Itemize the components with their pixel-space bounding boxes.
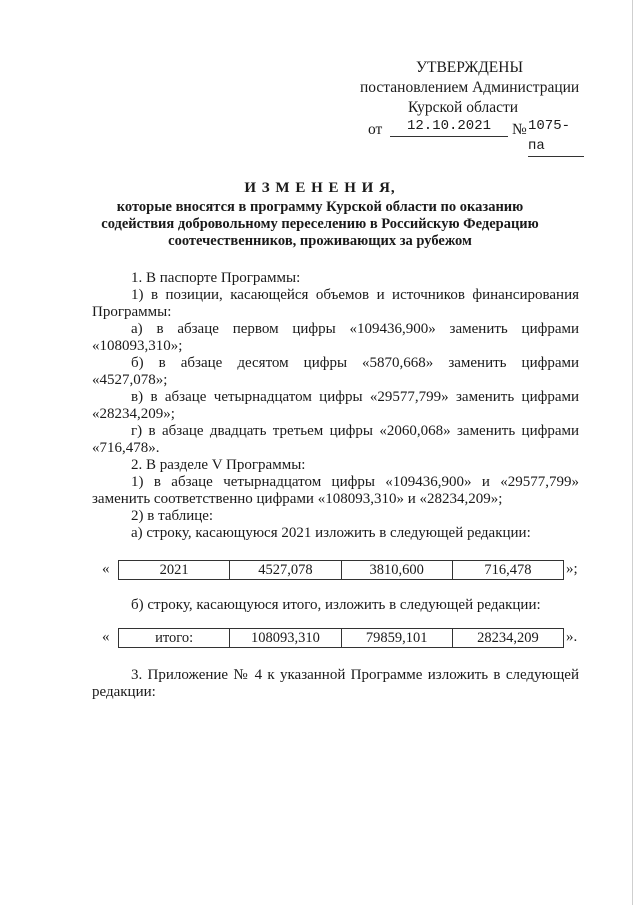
document-title: И З М Е Н Е Н И Я, [244,180,396,196]
paragraph-9: 2) в таблице: [131,508,214,524]
table-cell: 3810,600 [342,561,453,579]
paragraph-8-line-2: заменить соответственно цифрами «108093,310» и «28234,209»; [92,491,503,507]
paragraph-7: 2. В разделе V Программы: [131,457,306,473]
paragraph-2-line-1: 1) в позиции, касающейся объемов и источников финансирования [131,287,579,303]
paragraph-12-line-1: 3. Приложение № 4 к указанной Программе изложить в следующей [131,667,579,683]
table-cell: 79859,101 [342,629,453,647]
table-cell: 108093,310 [230,629,341,647]
approval-line-2: Курской области [408,99,519,116]
subtitle-line-2: содействия добровольному переселению в Российскую Федерацию [101,216,539,232]
paragraph-11: б) строку, касающуюся итого, изложить в следующей редакции: [131,597,541,613]
table-row-total [118,628,564,648]
scan-edge-line [632,0,633,905]
paragraph-4-line-1: б) в абзаце десятом цифры «5870,668» заменить цифрами [131,355,579,371]
approval-date-line [360,118,580,154]
paragraph-10: а) строку, касающуюся 2021 изложить в следующей редакции: [131,525,531,541]
table-cell: 716,478 [484,562,532,578]
table-cell: 28234,209 [477,630,539,646]
approval-date: 12.10.2021 [390,116,508,137]
row-2021-close-quote: »; [566,561,578,577]
table-cell: итого: [119,629,230,647]
paragraph-6-line-1: г) в абзаце двадцать третьем цифры «2060,068» заменить цифрами [131,423,579,439]
table-row-2021 [118,560,564,580]
paragraph-4-line-2: «4527,078»; [92,372,168,388]
paragraph-1: 1. В паспорте Программы: [131,270,301,286]
paragraph-6-line-2: «716,478». [92,440,160,456]
subtitle-line-3: соотечественников, проживающих за рубежом [168,233,472,249]
number-prefix: № [512,121,527,138]
table-cell: 2021 [119,561,230,579]
paragraph-12-line-2: редакции: [92,684,156,700]
row-2021-open-quote: « [102,561,110,577]
date-prefix: от [368,121,383,138]
paragraph-3-line-2: «108093,310»; [92,338,183,354]
approval-line-1: постановлением Администрации [360,79,580,96]
subtitle-line-1: которые вносятся в программу Курской области по оказанию [116,199,524,215]
paragraph-2-line-2: Программы: [92,304,172,320]
row-total-open-quote: « [102,629,110,645]
paragraph-3-line-1: а) в абзаце первом цифры «109436,900» заменить цифрами [131,321,579,337]
paragraph-5-line-1: в) в абзаце четырнадцатом цифры «29577,799» заменить цифрами [131,389,579,405]
table-cell: 4527,078 [230,561,341,579]
approval-number: 1075-па [528,116,584,157]
row-total-close-quote: ». [566,629,578,645]
paragraph-8-line-1: 1) в абзаце четырнадцатом цифры «109436,900» и «29577,799» [131,474,579,490]
approval-title: УТВЕРЖДЕНЫ [416,59,523,76]
approval-block [360,58,580,154]
paragraph-5-line-2: «28234,209»; [92,406,175,422]
